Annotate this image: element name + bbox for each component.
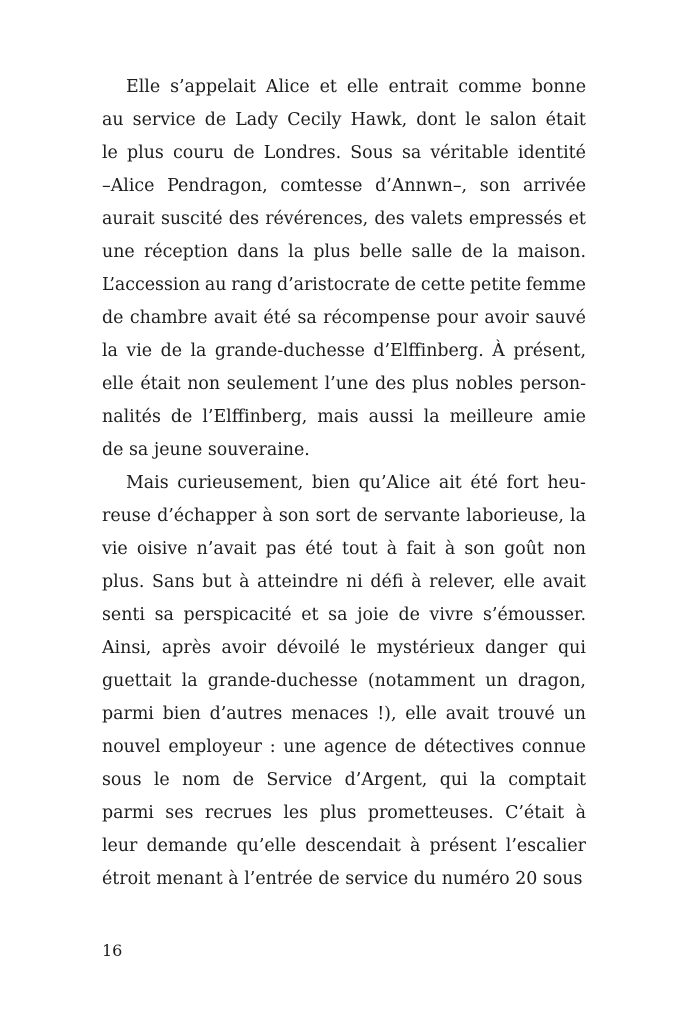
text-line: la vie de la grande-duchesse d’Elffinberg. À présent, — [102, 341, 586, 361]
text-line: aurait suscité des révérences, des valets empressés et — [102, 209, 586, 229]
text-line: au service de Lady Cecily Hawk, dont le salon était — [102, 110, 586, 130]
body-text — [102, 71, 586, 896]
text-line: Mais curieusement, bien qu’Alice ait été fort heu- — [126, 473, 586, 493]
text-line: –Alice Pendragon, comtesse d’Annwn–, son arrivée — [102, 176, 586, 196]
text-line: vie oisive n’avait pas été tout à fait à son goût non — [102, 539, 586, 559]
text-line: une réception dans la plus belle salle de la maison. — [102, 242, 586, 262]
text-line: Elle s’appelait Alice et elle entrait comme bonne — [126, 77, 586, 97]
text-line: senti sa perspicacité et sa joie de vivre s’émousser. — [102, 605, 586, 625]
text-line: parmi ses recrues les plus prometteuses. C’était à — [102, 803, 586, 823]
text-line: nalités de l’Elffinberg, mais aussi la meilleure amie — [102, 407, 586, 427]
text-line: leur demande qu’elle descendait à présent l’escalier — [102, 836, 586, 856]
text-line: reuse d’échapper à son sort de servante laborieuse, la — [102, 506, 586, 526]
text-line: parmi bien d’autres menaces !), elle avait trouvé un — [102, 704, 586, 724]
text-line: nouvel employeur : une agence de détectives connue — [102, 737, 586, 757]
text-line: Ainsi, après avoir dévoilé le mystérieux danger qui — [102, 638, 586, 658]
text-line: sous le nom de Service d’Argent, qui la comptait — [102, 770, 586, 790]
text-line: de chambre avait été sa récompense pour avoir sauvé — [102, 308, 586, 328]
text-line: plus. Sans but à atteindre ni défi à relever, elle avait — [102, 572, 586, 592]
text-line: étroit menant à l’entrée de service du numéro 20 sous — [102, 869, 583, 889]
text-line: elle était non seulement l’une des plus nobles person- — [102, 374, 586, 394]
page-number: 16 — [102, 941, 123, 960]
text-line: L’accession au rang d’aristocrate de cette petite femme — [102, 275, 586, 295]
text-line: le plus couru de Londres. Sous sa véritable identité — [102, 143, 586, 163]
text-line: de sa jeune souveraine. — [102, 440, 310, 460]
text-line: guettait la grande-duchesse (notamment un dragon, — [102, 671, 586, 691]
